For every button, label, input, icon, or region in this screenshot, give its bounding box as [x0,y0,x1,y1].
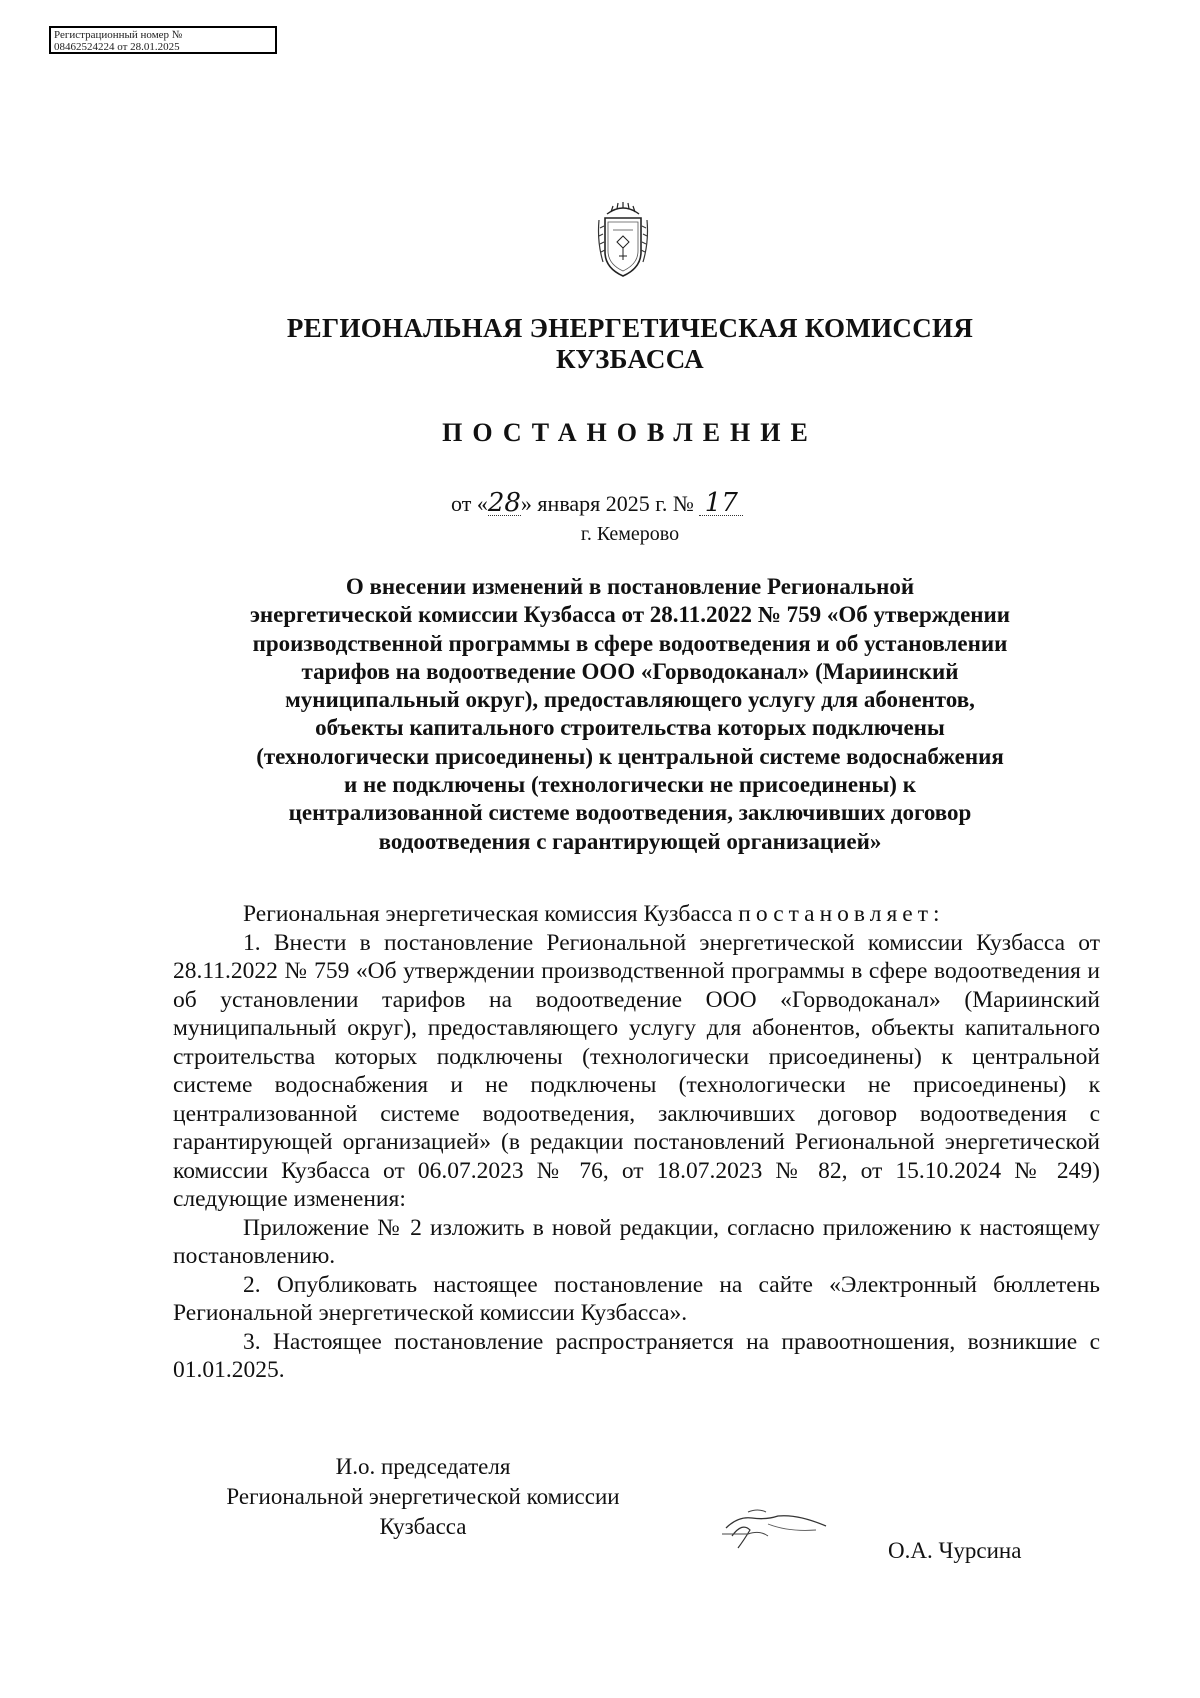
signatory-title-line: Региональной энергетической комиссии [226,1484,620,1509]
item-3: 3. Настоящее постановление распространяется на правоотношения, возникшие с 01.01.2025. [173,1328,1100,1383]
handwritten-day: 28 [487,488,521,518]
handwritten-decree-number: 17 [699,491,743,516]
decree-subject [140,573,1120,856]
kuzbass-coat-of-arms-icon [593,202,653,282]
intro-paragraph [173,900,1100,929]
signatory-title-line: И.о. председателя [335,1454,511,1479]
organization-name: РЕГИОНАЛЬНАЯ ЭНЕРГЕТИЧЕСКАЯ КОМИССИЯ [286,313,974,343]
subject-line: централизованной системе водоотведения, заключивших договор [288,800,972,826]
item-1: 1. Внести в постановление Региональной энергетической комиссии Кузбасса от 28.11.2022 № 759 «Об утверждении производственной программы в сфере водоотведения и об установлении тарифов на водоотведение ООО «Горводоканал» (Мариинский муниципальный округ), предоставляющего услугу для абонентов, объекты капитального строительства которых подключены (технологически присоединены) к центральной системе водоснабжения и не подключены (технологически не присоединены) к централизованной системе водоотведения, заключивших договор водоотведения с гарантирующей организацией» (в редакции постановлений Региональной энергетической комиссии Кузбасса от 06.07.2023 № 76, от 18.07.2023 № 82, от 15.10.2024 № 249) следующие изменения: [173,929,1100,1212]
subject-line: объекты капитального строительства которых подключены [315,715,945,741]
date-prefix: от « [451,491,488,516]
organization-region: КУЗБАССА [556,344,704,374]
item-1-appendix: Приложение № 2 изложить в новой редакции, согласно приложению к настоящему постановлению. [173,1214,1100,1269]
document-type-title: ПОСТАНОВЛЕНИЕ [442,418,818,447]
handwritten-signature-icon [708,1494,848,1554]
signatory-title-line: Кузбасса [379,1514,467,1539]
subject-line: (технологически присоединены) к центральной системе водоснабжения [256,743,1004,769]
decree-date-line [451,488,743,518]
date-middle: » января 2025 г. № [520,491,694,516]
intro-resolves: постановляет: [738,901,945,927]
intro-lead: Региональная энергетическая комиссия Кузбасса [243,901,739,927]
decree-body [173,900,1100,1385]
registration-label: Регистрационный номер № [54,29,183,41]
subject-line: О внесении изменений в постановление Региональной [345,574,915,599]
registration-stamp [49,26,277,54]
registration-number: 08462524224 от 28.01.2025 [54,41,180,53]
city: г. Кемерово [580,523,680,545]
subject-line: муниципальный округ), предоставляющего услугу для абонентов, [285,687,975,713]
item-2: 2. Опубликовать настоящее постановление на сайте «Электронный бюллетень Региональной энергетической комиссии Кузбасса». [173,1271,1100,1326]
subject-line: энергетической комиссии Кузбасса от 28.11.2022 № 759 «Об утверждении [249,602,1011,628]
signatory-name: О.А. Чурсина [888,1538,1022,1563]
subject-line: производственной программы в сфере водоотведения и об установлении [252,630,1008,656]
signatory-title [173,1452,673,1542]
subject-line: тарифов на водоотведение ООО «Горводоканал» (Мариинский [301,658,959,684]
subject-line: и не подключены (технологически не присоединены) к [344,772,916,798]
subject-line: водоотведения с гарантирующей организацией» [378,828,882,854]
